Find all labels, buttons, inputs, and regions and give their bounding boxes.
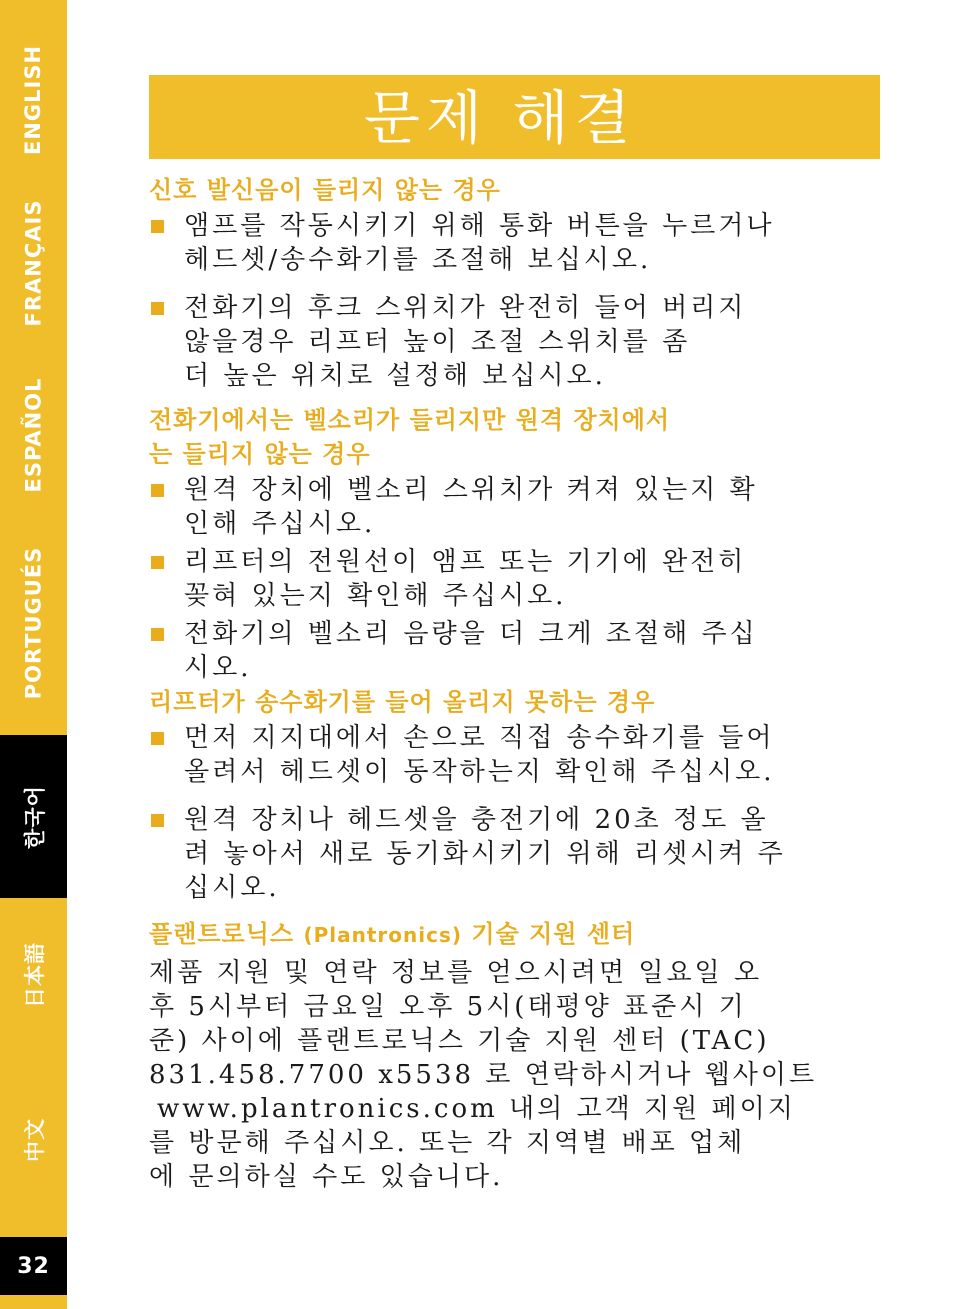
tab-francais[interactable] <box>0 185 67 340</box>
list-item <box>149 209 854 277</box>
list-item <box>149 617 854 685</box>
language-sidebar <box>0 0 67 1309</box>
bullet-list <box>149 209 854 393</box>
item-line: 전화기의 후크 스위치가 완전히 들어 버리지 <box>184 293 747 323</box>
item-line: 원격 장치에 벨소리 스위치가 켜져 있는지 확 <box>184 475 758 505</box>
paragraph-line: www.plantronics.com 내의 고객 지원 페이지 <box>157 1094 796 1124</box>
page-number: 32 <box>17 1253 50 1279</box>
item-line: 꽂혀 있는지 확인해 주십시오. <box>184 581 567 611</box>
bullet-icon <box>151 814 164 827</box>
section-heading: 전화기에서는 벨소리가 들리지만 원격 장치에서 <box>149 406 671 434</box>
item-line: 앰프를 작동시키기 위해 통화 버튼을 누르거나 <box>184 211 775 241</box>
bullet-icon <box>151 484 164 497</box>
paragraph-line: 에 문의하실 수도 있습니다. <box>149 1162 504 1192</box>
item-line: 전화기의 벨소리 음량을 더 크게 조절해 주십 <box>184 619 758 649</box>
section-heading: 리프터가 송수화기를 들어 올리지 못하는 경우 <box>149 688 656 716</box>
bullet-icon <box>151 628 164 641</box>
bullet-list <box>149 721 854 905</box>
tab-chinese[interactable] <box>0 1090 67 1190</box>
bullet-icon <box>151 732 164 745</box>
item-line: 시오. <box>184 653 252 683</box>
item-line: 더 높은 위치로 설정해 보십시오. <box>184 361 606 391</box>
tab-japanese[interactable] <box>0 915 67 1035</box>
heading-part: 기술 지원 센터 <box>471 920 636 948</box>
bullet-icon <box>151 556 164 569</box>
paragraph-line: 를 방문해 주십시오. 또는 각 지역별 배포 업체 <box>149 1128 746 1158</box>
tab-label: 日本語 <box>22 942 47 1008</box>
list-item <box>149 721 854 789</box>
item-line: 올려서 헤드셋이 동작하는지 확인해 주십시오. <box>184 757 775 787</box>
section-heading: 는 들리지 않는 경우 <box>149 440 371 468</box>
section-heading <box>149 917 854 952</box>
tab-english[interactable] <box>0 25 67 175</box>
item-line: 인해 주십시오. <box>184 509 376 539</box>
paragraph-line: 831.458.7700 x5538 로 연락하시거나 웹사이트 <box>149 1060 818 1090</box>
tab-label: PORTUGUÉS <box>21 546 46 699</box>
bullet-list <box>149 473 854 685</box>
support-paragraph <box>149 956 854 1194</box>
item-line: 리프터의 전원선이 앰프 또는 기기에 완전히 <box>184 547 747 577</box>
tab-label: 한국어 <box>22 784 47 849</box>
tab-portugues[interactable] <box>0 530 67 715</box>
paragraph-line: 제품 지원 및 연락 정보를 얻으시려면 일요일 오 <box>149 958 763 988</box>
item-line: 십시오. <box>184 873 280 903</box>
bullet-icon <box>151 220 164 233</box>
tab-espanol[interactable] <box>0 360 67 510</box>
item-line: 헤드셋/송수화기를 조절해 보십시오. <box>184 245 652 275</box>
page-title: 문제 해결 <box>364 84 637 152</box>
section-heading: 신호 발신음이 들리지 않는 경우 <box>149 176 501 204</box>
item-line: 원격 장치나 헤드셋을 충전기에 20초 정도 올 <box>184 805 769 835</box>
main-content <box>149 173 854 1194</box>
tab-label: ENGLISH <box>21 44 46 156</box>
heading-part: 플랜트로닉스 <box>149 920 295 948</box>
page-number-box <box>0 1237 67 1295</box>
bullet-icon <box>151 302 164 315</box>
list-item <box>149 803 854 905</box>
item-line: 려 놓아서 새로 동기화시키기 위해 리셋시켜 주 <box>184 839 786 869</box>
item-line: 않을경우 리프터 높이 조절 스위치를 좀 <box>184 327 691 357</box>
tab-label: 中文 <box>22 1118 47 1162</box>
tab-label: FRANÇAIS <box>21 199 46 326</box>
list-item <box>149 545 854 613</box>
tab-korean[interactable] <box>0 735 67 898</box>
title-bar <box>149 75 880 159</box>
list-item <box>149 291 854 393</box>
section-heading-block <box>149 403 854 471</box>
item-line: 먼저 지지대에서 손으로 직접 송수화기를 들어 <box>184 723 775 753</box>
list-item <box>149 473 854 541</box>
heading-part: (Plantronics) <box>303 923 463 947</box>
tab-label: ESPAÑOL <box>21 377 46 493</box>
paragraph-line: 후 5시부터 금요일 오후 5시(태평양 표준시 기 <box>149 992 747 1022</box>
paragraph-line: 준) 사이에 플랜트로닉스 기술 지원 센터 (TAC) <box>149 1026 770 1056</box>
